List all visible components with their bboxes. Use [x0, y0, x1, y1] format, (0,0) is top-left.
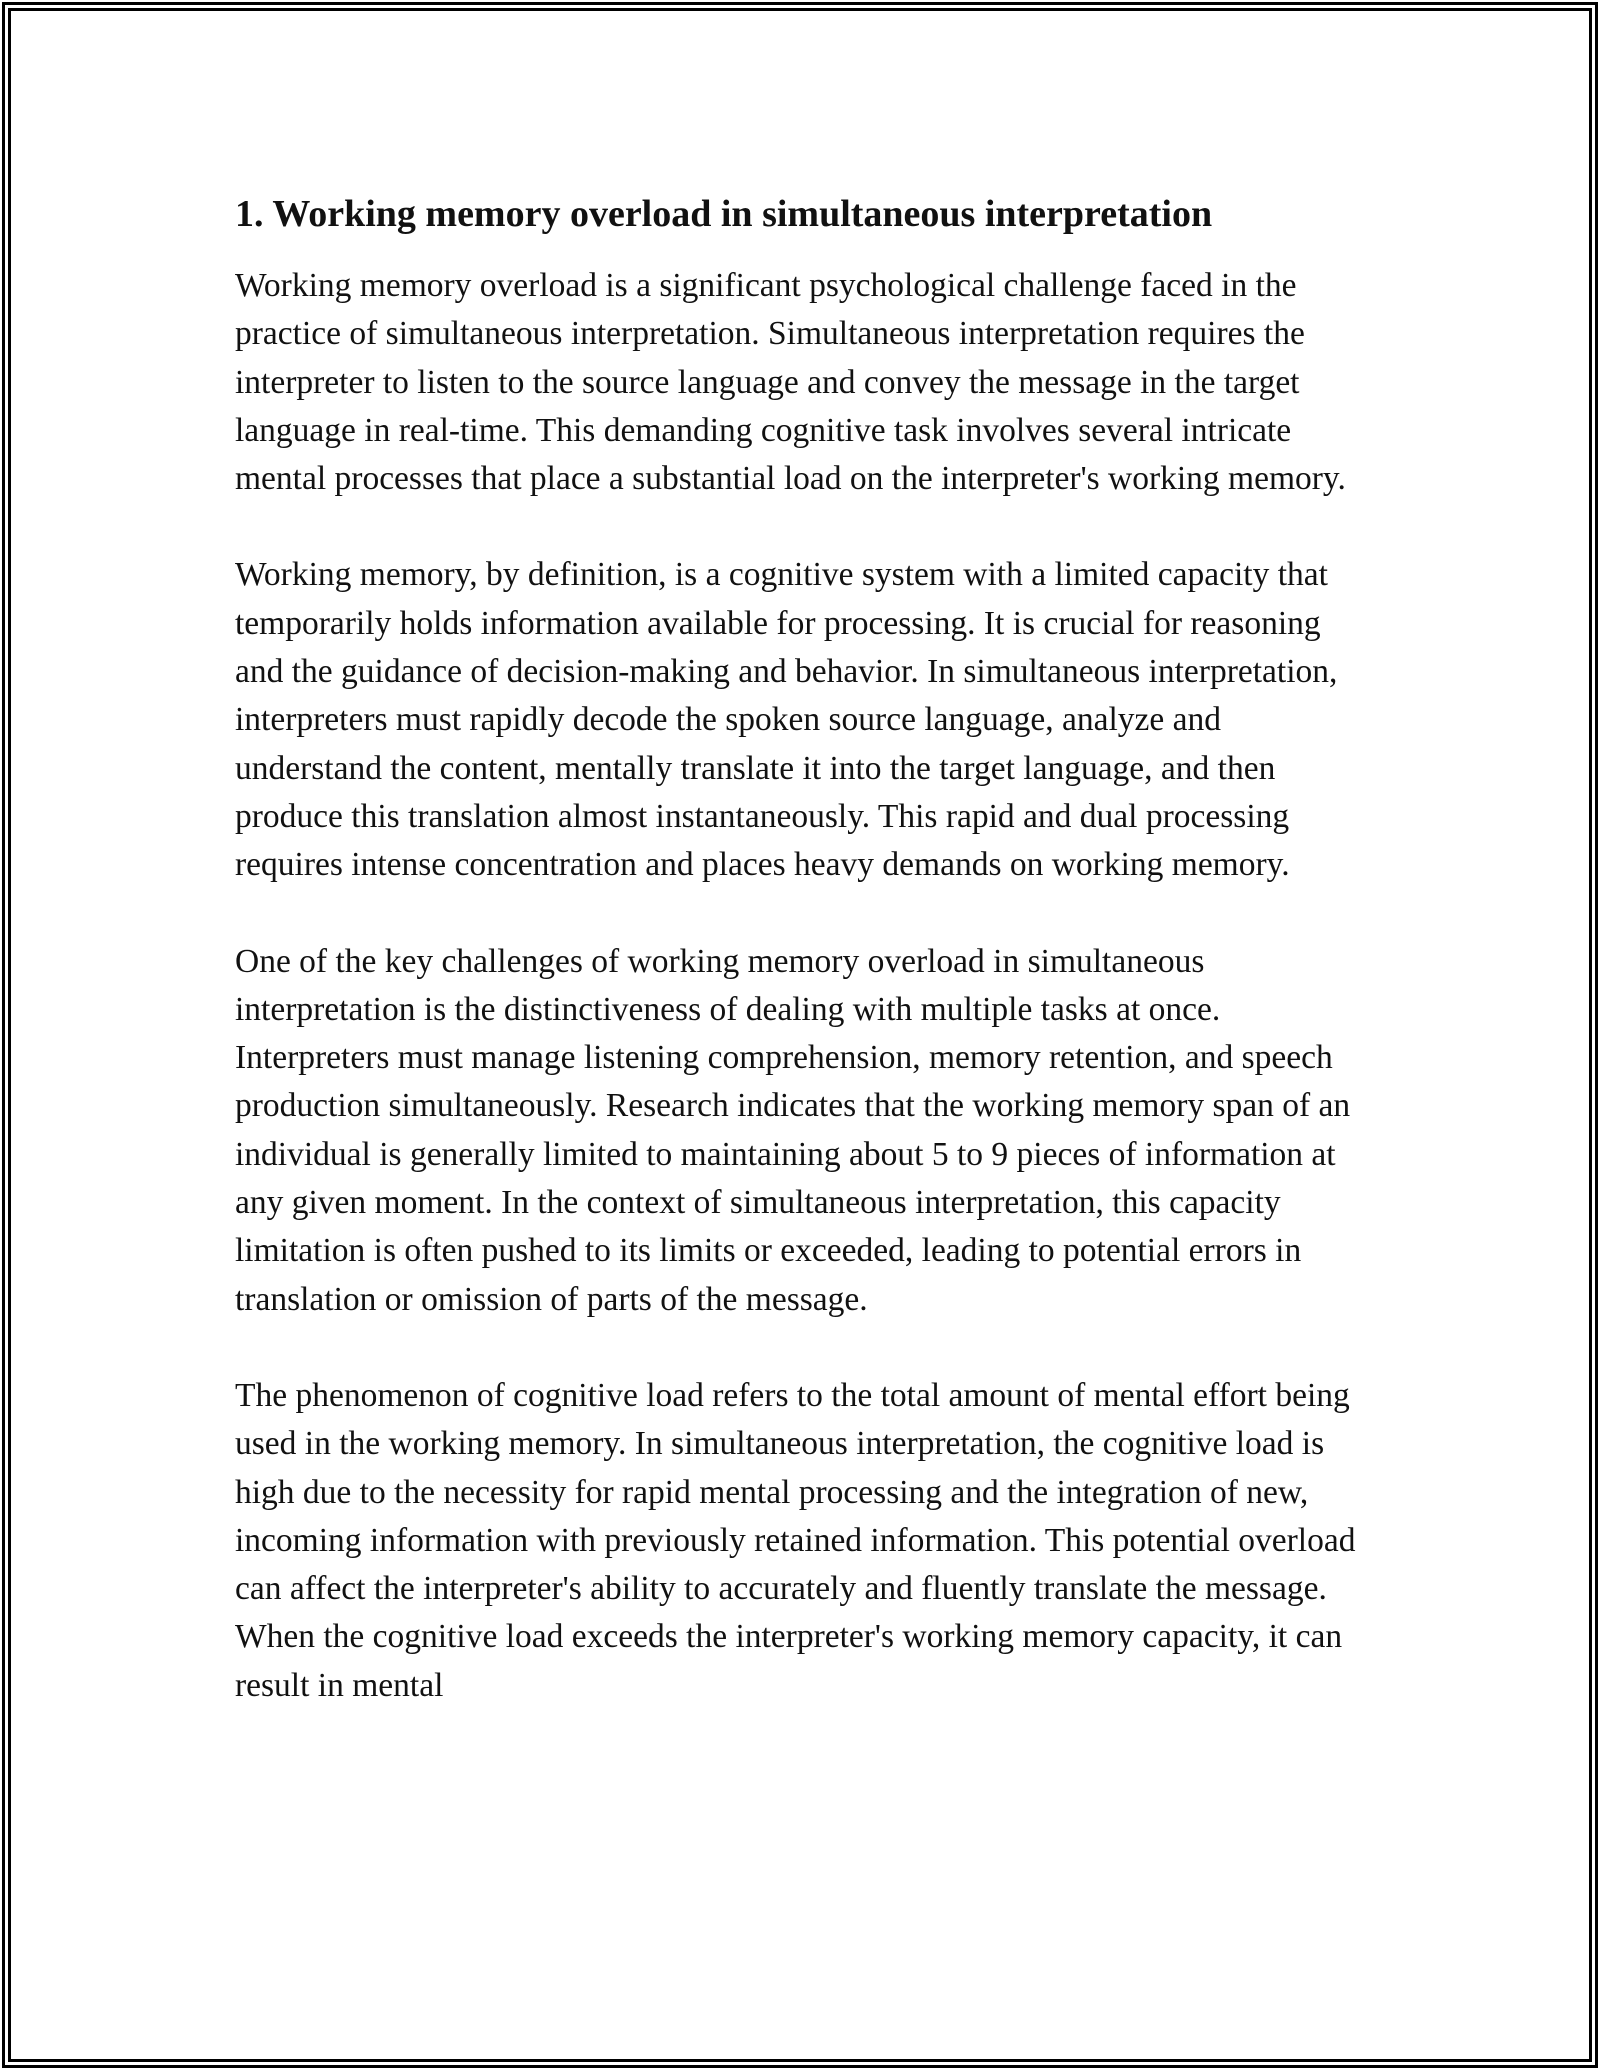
paragraph-3: One of the key challenges of working memory overload in simultaneous interpretation is the distinctiveness of dealing with multiple tasks at once. Interpreters must manage listening comprehension, memory retention, and speech production simultaneously. Research indicates that the working memory span of an individual is generally limited to maintaining about 5 to 9 pieces of information at any given moment. In the context of simultaneous interpretation, this capacity limitation is often pushed to its limits or exceeded, leading to potential errors in translation or omission of parts of the message. — [235, 942, 1351, 1318]
paragraph-4: The phenomenon of cognitive load refers to the total amount of mental effort being used in the working memory. In simultaneous interpretation, the cognitive load is high due to the necessity for rapid mental processing and the integration of new, incoming information with previously retained information. This potential overload can affect the interpreter's ability to accurately and fluently translate the message. When the cognitive load exceeds the interpreter's working memory capacity, it can result in mental — [235, 1376, 1356, 1704]
paragraph-2: Working memory, by definition, is a cognitive system with a limited capacity that temporarily holds information available for processing. It is crucial for reasoning and the guidance of decision-making and behavior. In simultaneous interpretation, interpreters must rapidly decode the spoken source language, analyze and understand the content, mentally translate it into the target language, and then produce this translation almost instantaneously. This rapid and dual processing requires intense concentration and places heavy demands on working memory. — [235, 556, 1338, 884]
section-title: 1. Working memory overload in simultaneous interpretation — [235, 193, 1213, 235]
document-body — [235, 186, 1375, 1758]
paragraph-1: Working memory overload is a significant psychological challenge faced in the practice of simultaneous interpretation. Simultaneous interpretation requires the interpreter to listen to the source language and convey the message in the target language in real-time. This demanding cognitive task involves several intricate mental processes that place a substantial load on the interpreter's working memory. — [235, 267, 1346, 498]
